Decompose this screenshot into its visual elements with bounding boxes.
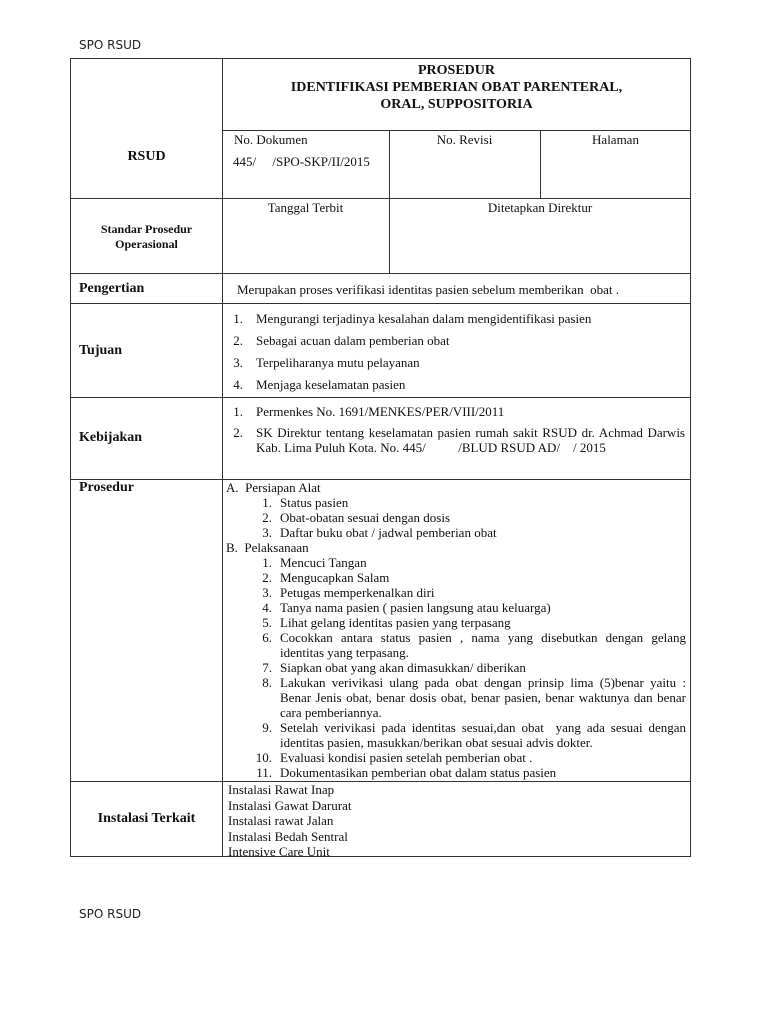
doc-number-cell <box>233 132 383 170</box>
list-item-text: Lakukan verivikasi ulang pada obat dengan prinsip lima (5)benar yaitu : Benar Jenis obat, benar dosis obat, benar pasien, benar waktunya dan benar cara pemberiannya. <box>280 675 690 720</box>
list-item-number: 1. <box>262 555 272 570</box>
page-footer: SPO RSUD <box>79 907 142 921</box>
list-item-number: 2. <box>233 425 243 440</box>
section-b-item <box>238 630 690 660</box>
row-divider-3 <box>71 303 691 304</box>
list-item-text: Status pasien <box>280 495 349 510</box>
list-item-text: Mengurangi terjadinya kesalahan dalam mengidentifikasi pasien <box>256 311 592 326</box>
list-item-text: Menjaga keselamatan pasien <box>256 377 406 392</box>
doc-number-label: No. Dokumen <box>234 132 308 147</box>
section-b-heading: B. Pelaksanaan <box>226 540 309 555</box>
instalasi-item: Instalasi Bedah Sentral <box>228 828 348 844</box>
instalasi-item: Instalasi Gawat Darurat <box>228 797 352 813</box>
section-b-item <box>238 720 690 750</box>
prosedur-content <box>226 480 690 780</box>
list-item-text: Daftar buku obat / jadwal pemberian obat <box>280 525 497 540</box>
list-item-number: 10. <box>255 750 272 765</box>
title-line-3: ORAL, SUPPOSITORIA <box>380 97 533 112</box>
list-item-text: Setelah verivikasi pada identitas sesuai,dan obat yang ada sesuai dengan identitas pasien, masukkan/berikan obat sesuai advis dokter. <box>280 720 690 750</box>
spo-document-table <box>70 58 691 857</box>
section-b-list <box>226 555 690 780</box>
instalasi-item: Instalasi rawat Jalan <box>228 813 334 828</box>
list-item-text: Cocokkan antara status pasien , nama yang disebutkan dengan gelang identitas yang terpasang. <box>280 630 690 660</box>
section-b-item <box>238 600 686 615</box>
list-item-number: 3. <box>233 355 243 370</box>
doc-number-value: 445/ /SPO-SKP/II/2015 <box>233 154 370 169</box>
list-item-number: 9. <box>262 720 272 735</box>
instalasi-item: Intensive Care Unit <box>228 844 330 859</box>
title-divider <box>222 130 691 131</box>
list-item-number: 2. <box>262 510 272 525</box>
list-item-text: Terpeliharanya mutu pelayanan <box>256 355 420 370</box>
tujuan-item <box>225 355 685 370</box>
list-item-text: Evaluasi kondisi pasien setelah pemberian obat . <box>280 750 533 765</box>
list-item-number: 1. <box>262 495 272 510</box>
list-item-text: Sebagai acuan dalam pemberian obat <box>256 333 450 348</box>
list-item-number: 4. <box>262 600 272 615</box>
tujuan-item <box>225 311 685 326</box>
list-item-number: 3. <box>262 525 272 540</box>
list-item-text: Mengucapkan Salam <box>280 570 390 585</box>
list-item-text: Petugas memperkenalkan diri <box>280 585 435 600</box>
list-item-number: 5. <box>262 615 272 630</box>
list-item-text: Lihat gelang identitas pasien yang terpasang <box>280 615 511 630</box>
section-b-item <box>238 555 686 570</box>
list-item-number: 11. <box>256 765 272 780</box>
kebijakan-item <box>225 404 685 419</box>
section-a-heading: A. Persiapan Alat <box>226 480 321 495</box>
list-item-text: Tanya nama pasien ( pasien langsung atau keluarga) <box>280 600 551 615</box>
list-item-text: Obat-obatan sesuai dengan dosis <box>280 510 451 525</box>
pengertian-text: Merupakan proses verifikasi identitas pasien sebelum memberikan obat . <box>237 282 619 297</box>
list-item-number: 8. <box>262 675 272 690</box>
list-item-number: 2. <box>262 570 272 585</box>
row-divider-2 <box>71 273 691 274</box>
section-b-item <box>238 570 686 585</box>
title-line-1: PROSEDUR <box>417 63 495 78</box>
section-a-item <box>238 525 686 540</box>
org-label: RSUD <box>127 149 166 164</box>
list-item-text: Dokumentasikan pemberian obat dalam status pasien <box>280 765 557 780</box>
list-item-text: Mencuci Tangan <box>280 555 367 570</box>
section-b-item <box>238 675 690 720</box>
spo-label-line-1: Standar Prosedur <box>100 222 193 236</box>
section-b-item <box>238 765 686 780</box>
section-b-item <box>238 750 686 765</box>
prosedur-label: Prosedur <box>79 480 134 495</box>
label-column-divider <box>222 59 223 857</box>
revision-label: No. Revisi <box>436 132 493 147</box>
list-item-number: 3. <box>262 585 272 600</box>
list-item-number: 1. <box>233 404 243 419</box>
tujuan-label: Tujuan <box>79 343 123 358</box>
row-divider-1 <box>71 198 691 199</box>
list-item-text: SK Direktur tentang keselamatan pasien rumah sakit RSUD dr. Achmad Darwis Kab. Lima Puluh Kota. No. 445/ /BLUD RSUD AD/ / 2015 <box>256 425 689 455</box>
kebijakan-label: Kebijakan <box>79 430 143 445</box>
list-item-number: 6. <box>262 630 272 645</box>
list-item-number: 2. <box>233 333 243 348</box>
tujuan-item <box>225 377 685 392</box>
section-a-item <box>238 495 686 510</box>
tujuan-list <box>225 311 685 399</box>
section-b-item <box>238 585 686 600</box>
page-label: Halaman <box>592 132 639 147</box>
list-item-text: Siapkan obat yang akan dimasukkan/ diberikan <box>280 660 526 675</box>
spo-label <box>71 222 222 252</box>
page-header: SPO RSUD <box>79 38 142 52</box>
instalasi-list <box>228 782 688 860</box>
pengertian-label: Pengertian <box>79 281 145 296</box>
instalasi-item: Instalasi Rawat Inap <box>228 782 335 797</box>
title-line-2: IDENTIFIKASI PEMBERIAN OBAT PARENTERAL, <box>290 80 623 95</box>
section-a-item <box>238 510 686 525</box>
instalasi-label: Instalasi Terkait <box>97 811 196 826</box>
list-item-number: 4. <box>233 377 243 392</box>
page-title <box>222 62 691 113</box>
issue-date-label: Tanggal Terbit <box>267 200 344 215</box>
section-b-item <box>238 615 686 630</box>
tujuan-item <box>225 333 685 348</box>
approved-by-label: Ditetapkan Direktur <box>487 200 593 215</box>
kebijakan-list <box>225 404 689 461</box>
section-b-item <box>238 660 686 675</box>
section-a-list <box>226 495 686 540</box>
list-item-number: 7. <box>262 660 272 675</box>
list-item-text: Permenkes No. 1691/MENKES/PER/VIII/2011 <box>256 404 505 419</box>
list-item-number: 1. <box>233 311 243 326</box>
kebijakan-item <box>225 425 689 455</box>
spo-label-line-2: Operasional <box>115 237 178 251</box>
